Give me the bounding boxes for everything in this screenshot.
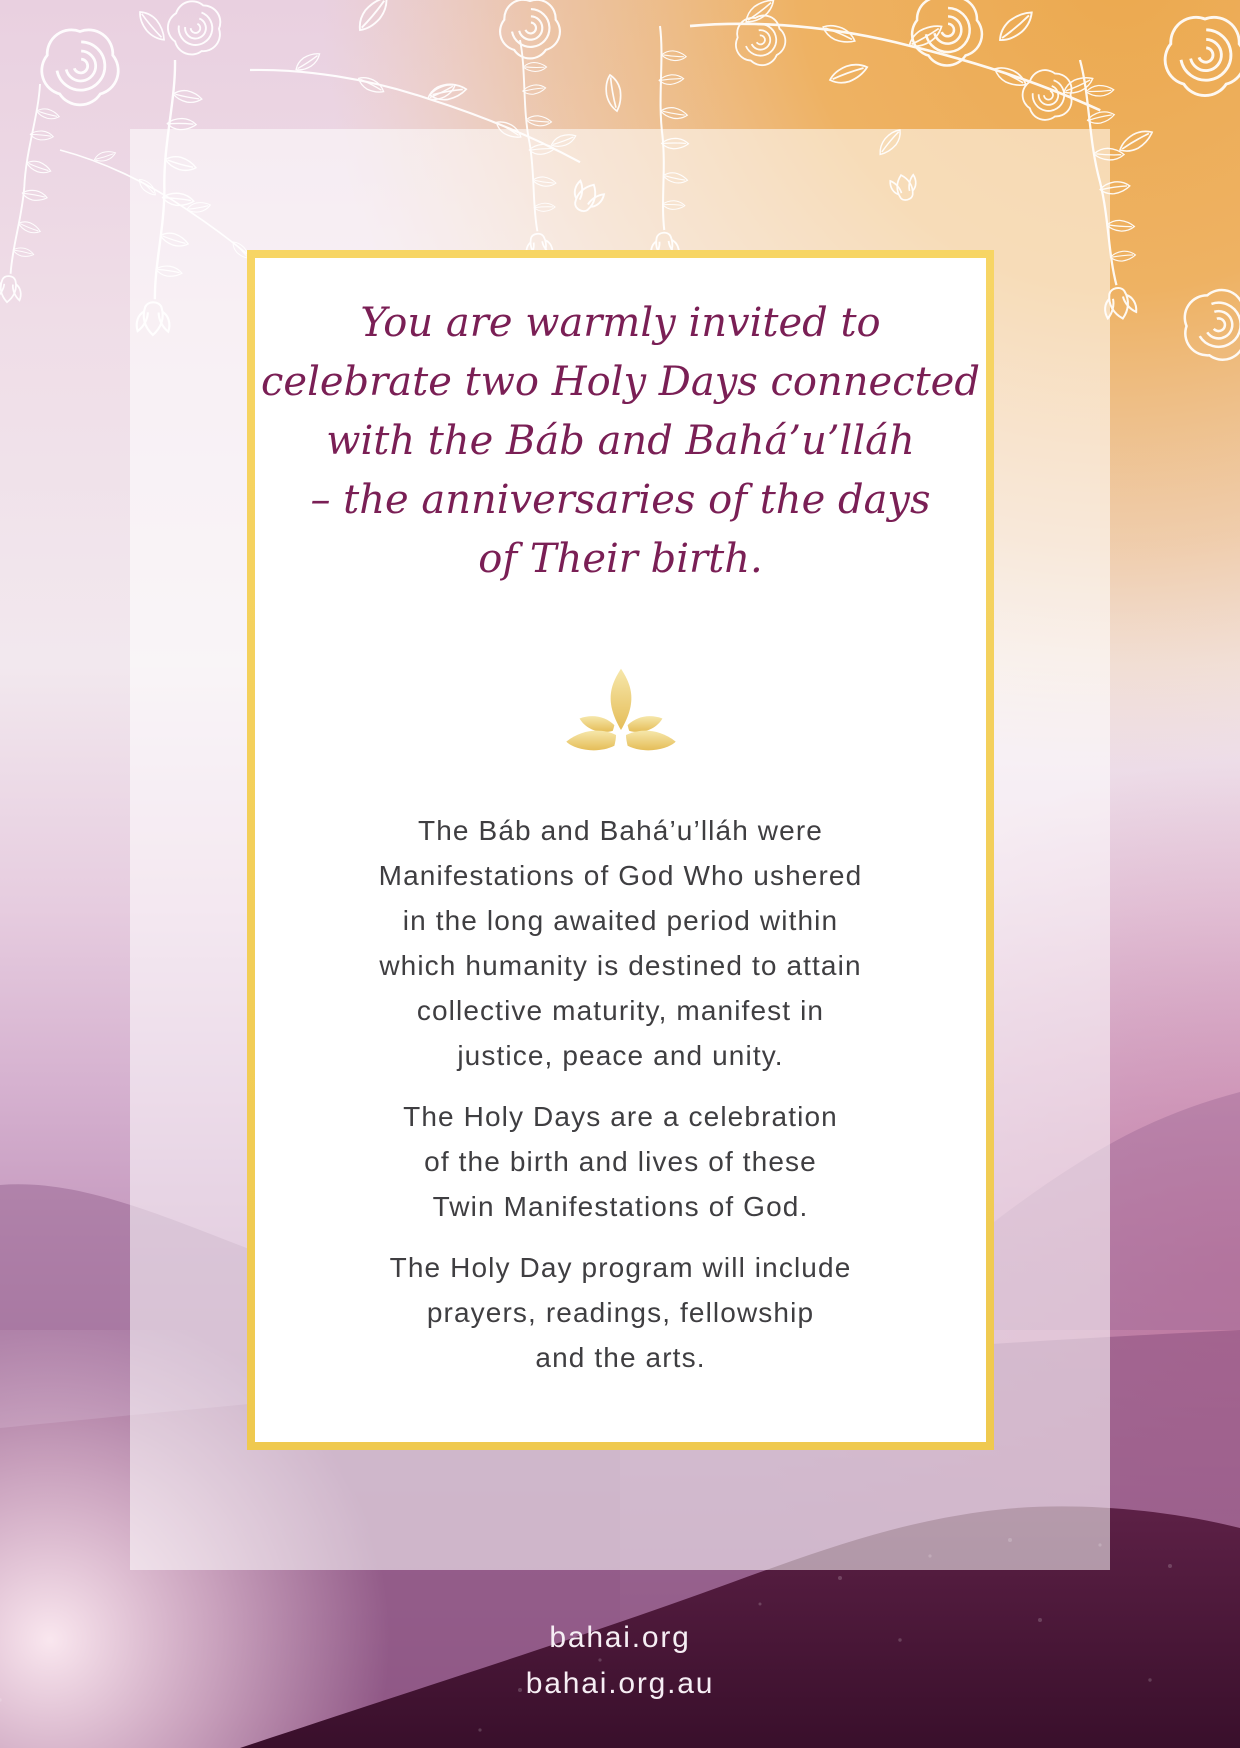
- heading-line: You are warmly invited to: [360, 300, 881, 346]
- body-line: The Báb and Bahá’u’lláh were: [418, 815, 823, 846]
- body-line: collective maturity, manifest in: [416, 995, 825, 1026]
- footer-link-bahai-org: bahai.org: [549, 1621, 691, 1654]
- heading-line: with the Báb and Bahá’u’lláh: [326, 418, 915, 464]
- body-line: Twin Manifestations of God.: [432, 1191, 809, 1222]
- body-line: justice, peace and unity.: [457, 1040, 784, 1071]
- paragraph: [255, 808, 986, 1078]
- footer-links: [0, 1615, 1240, 1707]
- invitation-body: [255, 808, 986, 1380]
- invitation-card: [247, 250, 994, 1450]
- body-line: and the arts.: [535, 1342, 706, 1373]
- heading-line: – the anniversaries of the days: [310, 477, 931, 523]
- paragraph: [255, 1094, 986, 1229]
- heading-line: celebrate two Holy Days connected: [261, 359, 980, 405]
- body-line: The Holy Day program will include: [389, 1252, 852, 1283]
- heading-line: of Their birth.: [478, 536, 763, 582]
- invitation-heading: [255, 294, 986, 589]
- body-line: prayers, readings, fellowship: [426, 1297, 815, 1328]
- paragraph: [255, 1245, 986, 1380]
- footer-link-bahai-org-au: bahai.org.au: [525, 1667, 715, 1700]
- body-line: which humanity is destined to attain: [379, 950, 862, 981]
- body-line: Manifestations of God Who ushered: [378, 860, 863, 891]
- body-line: The Holy Days are a celebration: [403, 1101, 838, 1132]
- body-line: of the birth and lives of these: [424, 1146, 817, 1177]
- gold-plant-emblem-icon: [563, 665, 679, 757]
- body-line: in the long awaited period within: [402, 905, 839, 936]
